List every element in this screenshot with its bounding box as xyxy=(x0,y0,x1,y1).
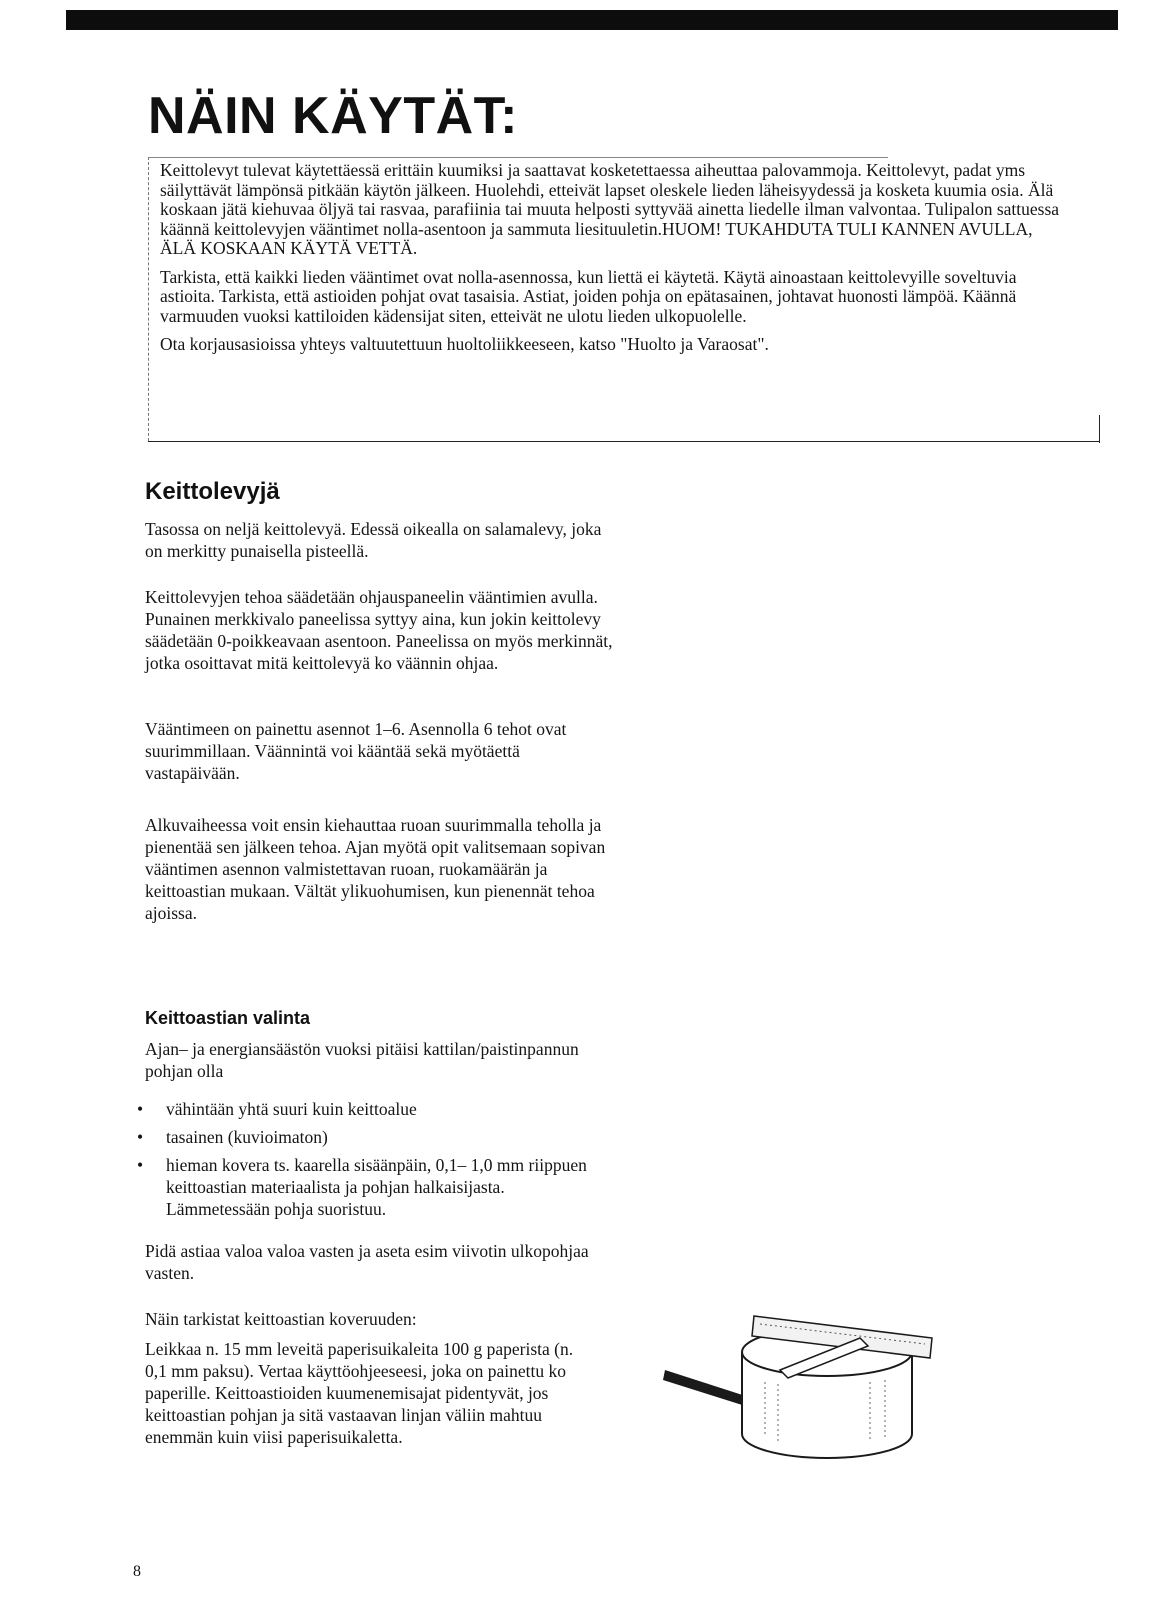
list-item-text: hieman kovera ts. kaarella sisäänpäin, 0,1– 1,0 mm riippuen keittoastian materiaalista ja pohjan halkaisijasta. Lämmetessään pohja suoristuu. xyxy=(166,1155,587,1219)
paragraph xyxy=(145,586,615,674)
top-black-bar xyxy=(66,10,1118,30)
paragraph xyxy=(145,1308,615,1330)
warning-bottom-rule xyxy=(148,441,1100,442)
bullet-list xyxy=(137,1098,607,1226)
saucepan-ruler-illustration xyxy=(660,1312,950,1472)
list-item xyxy=(137,1098,607,1120)
paragraph-text: Pidä astiaa valoa valoa vasten ja aseta esim viivotin ulkopohjaa vasten. xyxy=(145,1241,589,1283)
warning-paragraph: Tarkista, että kaikki lieden vääntimet ovat nolla-asennossa, kun liettä ei käytetä. Käytä ainoastaan keittolevyille soveltuvia astioita. Tarkista, että astioiden pohjat ovat tasaisia. Astiat, joiden pohja on epätasainen, johtavat huonosti lämpöä. Käännä varmuuden vuoksi kattiloiden kädensijat siten, etteivät ne ulotu lieden ulkopuolelle. xyxy=(160,266,1017,326)
paragraph-text: Vääntimeen on painettu asennot 1–6. Asennolla 6 tehot ovat suurimmillaan. Väännintä voi kääntää sekä myötäettä vastapäivään. xyxy=(145,719,567,783)
warning-paragraph: Keittolevyt tulevat käytettäessä erittäin kuumiksi ja saattavat kosketettaessa aiheuttaa palovammoja. Keittolevyt, padat yms säilyttävät lämpönsä pitkään käytön jälkeen. Huolehdi, etteivät lapset oleskele lieden läheisyydessä ja kosketa kuumia osia. Älä koskaan jätä kiehuvaa öljyä tai rasvaa, parafiinia tai muuta helposti syttyvää ainetta liedelle ilman valvontaa. Tulipalon sattuessa käännä keittolevyjen vääntimet nolla-asentoon ja sammuta liesituuletin.HUOM! TUKAHDUTA TULI KANNEN AVULLA, ÄLÄ KOSKAAN KÄYTÄ VETTÄ. xyxy=(160,160,1060,258)
paragraph xyxy=(145,518,615,562)
subsection-heading-keittoastian-valinta: Keittoastian valinta xyxy=(145,1008,311,1028)
list-item-text: tasainen (kuvioimaton) xyxy=(166,1127,328,1147)
paragraph-text: Ajan– ja energiansäästön vuoksi pitäisi kattilan/paistinpannun pohjan olla xyxy=(145,1039,579,1081)
paragraph-text: Leikkaa n. 15 mm leveitä paperisuikaleita 100 g paperista (n. 0,1 mm paksu). Vertaa käyttöohjeeseesi, joka on painettu ko paperille. Keittoastioiden kuumenemisajat pidentyvät, jos keittoastian pohjan ja sitä vastaavan linjan väliin mahtuu enemmän kuin viisi paperisuikaletta. xyxy=(145,1339,574,1447)
paragraph-text: Alkuvaiheessa voit ensin kiehauttaa ruoan suurimmalla teholla ja pienentää sen jälkeen tehoa. Ajan myötä opit valitsemaan sopivan vääntimen asennon valmistettavan ruoan, ruokamäärän ja keittoastian mukaan. Vältät ylikuohumisen, kun pienennät tehoa ajoissa. xyxy=(145,815,606,923)
list-item xyxy=(137,1154,607,1220)
page-number: 8 xyxy=(133,1563,141,1580)
paragraph xyxy=(145,1338,595,1448)
warning-paragraph: Ota korjausasioissa yhteys valtuutettuun huoltoliikkeeseen, katso "Huolto ja Varaosat". xyxy=(160,334,769,354)
paragraph-text: Keittolevyjen tehoa säädetään ohjauspaneelin vääntimien avulla. Punainen merkkivalo paneelissa syttyy aina, kun jokin keittolevy säädetään 0-poikkeavaan asentoon. Paneelissa on myös merkinnät, jotka osoittavat mitä keittolevyä ko väännin ohjaa. xyxy=(145,587,613,673)
section-heading-keittolevyja: Keittolevyjä xyxy=(145,478,280,505)
warning-box xyxy=(148,157,1100,444)
warning-right-rule xyxy=(1099,415,1100,443)
list-item-text: vähintään yhtä suuri kuin keittoalue xyxy=(166,1099,417,1119)
page-title: NÄIN KÄYTÄT: xyxy=(148,87,518,145)
paragraph-text: Näin tarkistat keittoastian koveruuden: xyxy=(145,1309,417,1329)
paragraph-text: Tasossa on neljä keittolevyä. Edessä oikealla on salamalevy, joka on merkitty punaisella pisteellä. xyxy=(145,519,602,561)
paragraph xyxy=(145,1038,615,1082)
bullet-icon: • xyxy=(137,1127,144,1147)
warning-text xyxy=(160,161,1060,364)
paragraph xyxy=(145,718,615,784)
bullet-icon: • xyxy=(137,1099,144,1119)
paragraph xyxy=(145,814,615,924)
warning-top-rule xyxy=(148,157,888,158)
list-item xyxy=(137,1126,607,1148)
bullet-icon: • xyxy=(137,1155,144,1175)
paragraph xyxy=(145,1240,615,1284)
warning-left-rule xyxy=(148,157,149,441)
